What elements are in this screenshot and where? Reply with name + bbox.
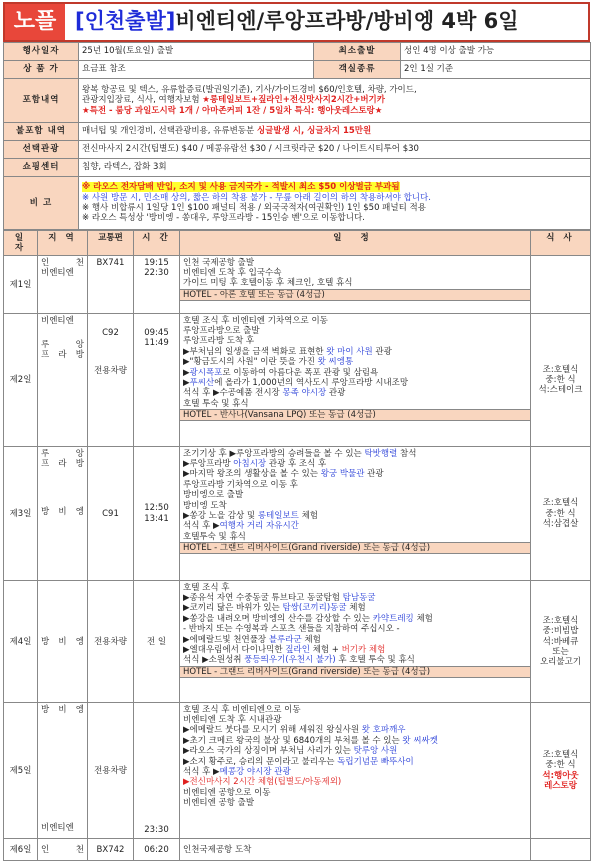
- incl-line-1: 왕복 항공료 및 텍스, 유류할증료(발권일기준), 기사/가이드경비 $60/인호텔, 차량, 가이드,: [82, 84, 417, 95]
- incl-line-2a: 관광지입장료, 식사, 여행자보험: [82, 95, 203, 106]
- min-label: 최소출발: [314, 43, 401, 61]
- plan-text: ▶루앙프라방: [183, 459, 234, 470]
- brand-badge: 노플: [5, 4, 65, 40]
- plan-text: ▶"황금도시의 사원" 이란 뜻을 가진: [183, 357, 318, 368]
- meal-line: 오리불고기: [539, 657, 582, 668]
- plan-line: 루앙프라방 도착 후: [183, 336, 255, 347]
- plan-highlight: 탁밧행렬: [364, 448, 398, 459]
- plan-line: 비엔티엔 도착 후 시내관광: [183, 715, 282, 726]
- meal-line: 조:호텔식: [542, 498, 579, 509]
- plan-highlight: 몽족 야시장: [282, 388, 327, 399]
- day-6-transport: BX742: [88, 838, 134, 860]
- region-line: 프 라 방: [41, 459, 84, 470]
- day-5-meal: [531, 702, 591, 838]
- title-bar: [3, 2, 590, 42]
- plan-line: [183, 655, 527, 665]
- plan-text: 로 이동하여 아름다운 폭포 관광 및 삼림욕: [222, 367, 379, 378]
- note-value: [79, 177, 591, 230]
- plan-line: [183, 725, 527, 735]
- day-4-region: 방 비 엥: [38, 580, 88, 702]
- plan-line: [183, 593, 527, 603]
- region-line: 방 비 엥: [41, 507, 84, 518]
- plan-highlight: 풍등띄우기(우천시 불가): [244, 655, 336, 666]
- incl-value: [79, 79, 591, 123]
- plan-line: [183, 449, 527, 459]
- day-1-plan: [180, 255, 531, 313]
- shop-label: 쇼핑센터: [4, 159, 79, 177]
- day-row-6: [4, 838, 591, 860]
- day-2-time: [134, 313, 180, 446]
- incl-line-3: ★특전 - 룸당 과일도시락 1개 / 아마존커피 1잔 / 5일차 특식: 행아웃레스토랑★: [82, 105, 383, 116]
- meal-line: 석:삼겹살: [542, 518, 579, 529]
- plan-text: 체험: [301, 634, 321, 645]
- day-row-3: [4, 446, 591, 580]
- plan-text: ▶초기 크메르 왕국의 불상 및 6840개의 부처를 볼 수 있는: [183, 735, 403, 746]
- price-label: 상 품 가: [4, 61, 79, 79]
- note-line-3: ※ 행사 비합류시 1일당 1인 $100 패널티 적용 / 외국국적자(여권확인) 1인 $50 패널티 적용: [82, 203, 426, 213]
- day-1-label: 제1일: [4, 255, 38, 313]
- plan-line: [183, 388, 527, 398]
- hotel-line: HOTEL - 그랜드 리버사이드(Grand riverside) 또는 동급 (4성급): [180, 542, 530, 554]
- day-5-transport: 전용차량: [88, 702, 134, 838]
- day-6-region: 인 천: [38, 838, 88, 860]
- meal-line: 조:호텔식: [542, 364, 579, 375]
- opt-value: 전신마사지 2시간(팁별도) $40 / 메콩유람선 $30 / 시크릿라군 $20 / 나이트시티투어 $30: [79, 141, 591, 159]
- excl-label: 불포함 내역: [4, 123, 79, 141]
- plan-text: ▶마지막 왕조의 생활상을 볼 수 있는: [183, 469, 321, 480]
- plan-line: [183, 736, 527, 746]
- time-line: 11:49: [144, 338, 169, 349]
- day-3-transport: C91: [88, 446, 134, 580]
- time-line: 19:15: [144, 257, 169, 268]
- plan-text: 석식 후 ▶: [183, 521, 220, 532]
- meal-line: 조:호텔식: [542, 615, 579, 626]
- plan-line: 호텔 조식 후 비엔티엔 기차역으로 이동: [183, 315, 328, 326]
- hotel-line: HOTEL - 그랜드 리버사이드(Grand riverside) 또는 동급 (4성급): [180, 666, 530, 678]
- meal-line: 레스토랑: [544, 781, 577, 792]
- meal-line: 중:한 식: [545, 375, 576, 386]
- hotel-line: HOTEL - 반사나(Vansana LPQ) 또는 동급 (4성급): [180, 409, 530, 421]
- head-meal: 식 사: [531, 231, 591, 256]
- plan-line: 루앙프라방 기차역으로 이동 후: [183, 479, 298, 490]
- info-table: [3, 42, 591, 230]
- room-label: 객실종류: [314, 61, 401, 79]
- day-2-label: 제2일: [4, 313, 38, 446]
- day-4-meal: [531, 580, 591, 702]
- plan-text: ▶부처님의 일생을 금색 벽화로 표현한: [183, 346, 327, 357]
- plan-text: ▶쏭강을 내려오며 방비엥의 산수를 감상할 수 있는: [183, 613, 373, 624]
- plan-highlight: 왓 마이 사원: [326, 346, 373, 357]
- day-6-plan: 인천국제공항 도착: [180, 838, 531, 860]
- day-3-label: 제3일: [4, 446, 38, 580]
- day-2-region: [38, 313, 88, 446]
- schedule-table: [3, 230, 591, 861]
- shop-value: 침향, 라텍스, 잡화 3회: [79, 159, 591, 177]
- meal-line: 석:스테이크: [538, 385, 583, 396]
- plan-highlight: 독립기념문 빠뚜사이: [337, 756, 414, 767]
- plan-text: ▶소지 황주로, 승리의 문이라고 불리우는: [183, 756, 338, 767]
- hotel-line: HOTEL - 아론 호텔 또는 동급 (4성급): [180, 289, 530, 301]
- region-line: 비엔티엔: [41, 315, 74, 326]
- plan-text: ▶: [183, 377, 190, 388]
- region-line: 비엔티엔: [41, 268, 74, 279]
- time-line: 13:41: [144, 513, 169, 524]
- plan-line: 가이드 미팅 후 호텔이동 후 체크인, 호텔 휴식: [183, 278, 353, 289]
- plan-line: [183, 511, 527, 521]
- head-region: 지 역: [38, 231, 88, 256]
- plan-text: 석식 후 ▶: [183, 766, 220, 777]
- region-line: 방 비 엥: [41, 704, 84, 715]
- plan-highlight: 여행자 거리 자유시간: [219, 521, 299, 532]
- day-1-meal: [531, 255, 591, 313]
- plan-highlight: 버기카 체험: [341, 644, 386, 655]
- head-transport: 교통편: [88, 231, 134, 256]
- meal-line: 석:바베큐: [542, 636, 579, 647]
- day-row-4: [4, 580, 591, 702]
- day-1-time: [134, 255, 180, 313]
- incl-line-2b: ★롱테일보트+짚라인+전신맛사지2시간+버기카: [202, 95, 385, 106]
- plan-line: [183, 521, 527, 531]
- plan-line: 호텔투숙 및 휴식: [183, 531, 246, 542]
- excl-b: 싱글발생 시, 싱글차지 15만원: [256, 126, 372, 137]
- plan-line: [183, 347, 527, 357]
- plan-text: 후 호텔 투숙 및 휴식: [335, 655, 415, 666]
- time-line: 22:30: [144, 268, 169, 279]
- plan-line: [183, 767, 527, 777]
- plan-highlight: 광시폭포: [189, 367, 223, 378]
- plan-line: 인천 국제공항 출발: [183, 257, 255, 268]
- plan-line: 비엔티엔 도착 후 입국수속: [183, 268, 282, 279]
- plan-line: ▶전신마사지 2시간 체험(팁별도/아동제외): [183, 777, 342, 788]
- plan-line: [183, 645, 527, 655]
- day-4-transport: 전용차량: [88, 580, 134, 702]
- day-5-plan: [180, 702, 531, 838]
- plan-line: 루앙프라방으로 출발: [183, 326, 260, 337]
- day-row-1: [4, 255, 591, 313]
- plan-text: ▶에메랄드빛 천연풀장: [183, 634, 269, 645]
- room-value: 2인 1실 기준: [401, 61, 591, 79]
- opt-label: 선택관광: [4, 141, 79, 159]
- plan-line: [183, 746, 527, 756]
- plan-text: ▶종유석 자연 수중동굴 튜브타고 동굴탐험: [183, 593, 343, 604]
- plan-text: ▶: [183, 367, 190, 378]
- meal-line: 중:비빔밥: [542, 626, 579, 637]
- plan-highlight: 푸씨산: [189, 377, 215, 388]
- plan-line: [183, 357, 527, 367]
- day-1-transport: BX741: [88, 255, 134, 313]
- transport-line: 전용차량: [94, 366, 127, 377]
- day-4-time: 전 일: [134, 580, 180, 702]
- region-line: 인 천: [41, 257, 84, 268]
- plan-highlight: 탓루앙 사원: [353, 746, 398, 757]
- day-3-meal: [531, 446, 591, 580]
- plan-text: 조기기상 후 ▶루앙프라방의 승려들을 볼 수 있는: [183, 448, 365, 459]
- plan-highlight: 탐남동굴: [342, 593, 376, 604]
- plan-text: 관광: [364, 469, 384, 480]
- head-time: 시 간: [134, 231, 180, 256]
- plan-highlight: 왕궁 박물관: [320, 469, 365, 480]
- region-line: 루 앙: [41, 448, 84, 459]
- plan-line: [183, 378, 527, 388]
- transport-line: C92: [102, 327, 119, 338]
- meal-line: 또는: [552, 646, 569, 657]
- day-4-label: 제4일: [4, 580, 38, 702]
- day-6-meal: [531, 838, 591, 860]
- day-3-plan: [180, 446, 531, 580]
- plan-highlight: 왓 호파깨우: [361, 725, 406, 736]
- plan-highlight: 왓 씨엥통: [317, 357, 354, 368]
- head-plan: 일 정: [180, 231, 531, 256]
- plan-text: 체험: [298, 510, 319, 521]
- plan-text: ▶라오스 국가의 상징이며 부처님 사리가 있는: [183, 746, 354, 757]
- plan-text: 체험: [346, 603, 366, 614]
- day-3-region: [38, 446, 88, 580]
- plan-line: [183, 614, 527, 624]
- plan-text: 관광: [372, 346, 392, 357]
- plan-line: 방비엥으로 출발: [183, 490, 244, 501]
- plan-text: ▶엘대우림에서 다이나믹한: [183, 644, 286, 655]
- plan-text: 석식 ▶소원성취: [183, 655, 245, 666]
- plan-line: 호텔 조식 후: [183, 582, 230, 593]
- plan-highlight: 메콩강 야시장 관광: [219, 766, 291, 777]
- plan-line: [183, 368, 527, 378]
- plan-text: ▶에메랄드 붓다를 모시기 위해 세워진 왕실사원: [183, 725, 362, 736]
- plan-line: [183, 459, 527, 469]
- day-5-time: 23:30: [134, 702, 180, 838]
- note-line-1: ※ 라오스 전자담배 반입, 소지 및 사용 금지국가 - 적발시 최소 $50 이상벌금 부과됨: [82, 182, 400, 193]
- day-4-plan: [180, 580, 531, 702]
- plan-text: ▶코끼리 닮은 바위가 있는: [183, 603, 283, 614]
- day-2-plan: [180, 313, 531, 446]
- meal-line: 조:호텔식: [542, 750, 579, 760]
- plan-line: [183, 757, 527, 767]
- plan-text: 관광: [326, 388, 346, 399]
- plan-text: 관광 후 조식 후: [266, 459, 327, 470]
- plan-highlight: 탐쌍(코끼리)동굴: [282, 603, 347, 614]
- plan-line: [183, 635, 527, 645]
- plan-highlight: 블루라군: [268, 634, 302, 645]
- day-2-transport: [88, 313, 134, 446]
- day-2-meal: [531, 313, 591, 446]
- plan-text: 체험: [413, 613, 433, 624]
- min-value: 성인 4명 이상 출발 가능: [401, 43, 591, 61]
- day-3-time: [134, 446, 180, 580]
- excl-a: 매너팁 및 개인경비, 선택관광비용, 유류변동분: [82, 126, 257, 137]
- note-line-2: ※ 사원 방문 시, 민소매 상의, 짧은 하의 착용 불가 - 무릎 아래 길이의 하의 착용하셔야 합니다.: [82, 192, 431, 203]
- region-line: 프 라 방: [41, 350, 84, 361]
- region-line: 루 앙: [41, 340, 84, 351]
- region-line: 비엔티엔: [41, 823, 74, 834]
- plan-highlight: 아침시장: [233, 459, 267, 470]
- plan-text: 에 올라가 1,000년의 역사도시 루앙프라방 시내조망: [214, 377, 409, 388]
- itinerary-page: [3, 2, 590, 861]
- plan-text: ▶쏭강 노을 감상 및: [183, 510, 258, 521]
- plan-line: 호텔 조식 후 비엔티엔으로 이동: [183, 704, 301, 715]
- meal-line: 중:한 식: [545, 508, 576, 519]
- day-row-2: [4, 313, 591, 446]
- plan-highlight: 롱테일보트: [257, 510, 299, 521]
- plan-line: 호텔 투숙 및 휴식: [183, 398, 249, 409]
- time-line: 09:45: [144, 327, 169, 338]
- plan-line: [183, 603, 527, 613]
- plan-highlight: 카약트레킹: [372, 613, 414, 624]
- date-value: 25년 10월(토요일) 출발: [79, 43, 314, 61]
- time-line: 12:50: [144, 503, 169, 514]
- incl-line-2: [82, 95, 587, 105]
- plan-text: 체험 +: [309, 644, 342, 655]
- plan-line: 비엔티엔 공항으로 이동: [183, 787, 271, 798]
- incl-label: 포함내역: [4, 79, 79, 123]
- title-prefix: [인천출발]: [75, 9, 176, 34]
- day-row-5: [4, 702, 591, 838]
- page-title: [65, 4, 588, 40]
- price-value: 요금표 참조: [79, 61, 314, 79]
- meal-line: 석:행아웃: [542, 770, 579, 781]
- plan-highlight: 짚라인: [285, 644, 310, 655]
- meal-line: 중:한 식: [545, 760, 576, 771]
- plan-line: [183, 469, 527, 479]
- plan-line: - 반바지 또는 수영복과 스포츠 샌들을 지참하여 주십시오 -: [183, 624, 400, 635]
- plan-text: 석식 후 ▶수공예품 전시장: [183, 388, 283, 399]
- title-main: 비엔티엔/루앙프라방/방비엥 4박 6일: [175, 9, 519, 34]
- plan-line: 방비엥 도착: [183, 500, 227, 511]
- day-6-time: 06:20: [134, 838, 180, 860]
- note-label: 비 고: [4, 177, 79, 230]
- excl-value: [79, 123, 591, 141]
- head-day: 일 자: [4, 231, 38, 256]
- day-5-region: [38, 702, 88, 838]
- note-line-4: ※ 라오스 특성상 '방비엥 - 쏭대우, 루앙프라방 - 15인승 벤'으로 이동합니다.: [82, 213, 365, 224]
- day-5-label: 제5일: [4, 702, 38, 838]
- day-6-label: 제6일: [4, 838, 38, 860]
- plan-line: 비엔티엔 공항 출발: [183, 797, 255, 808]
- plan-highlight: 왓 씨싸켓: [402, 735, 438, 746]
- day-1-region: [38, 255, 88, 313]
- date-label: 행사일자: [4, 43, 79, 61]
- plan-text: 참석: [397, 448, 417, 459]
